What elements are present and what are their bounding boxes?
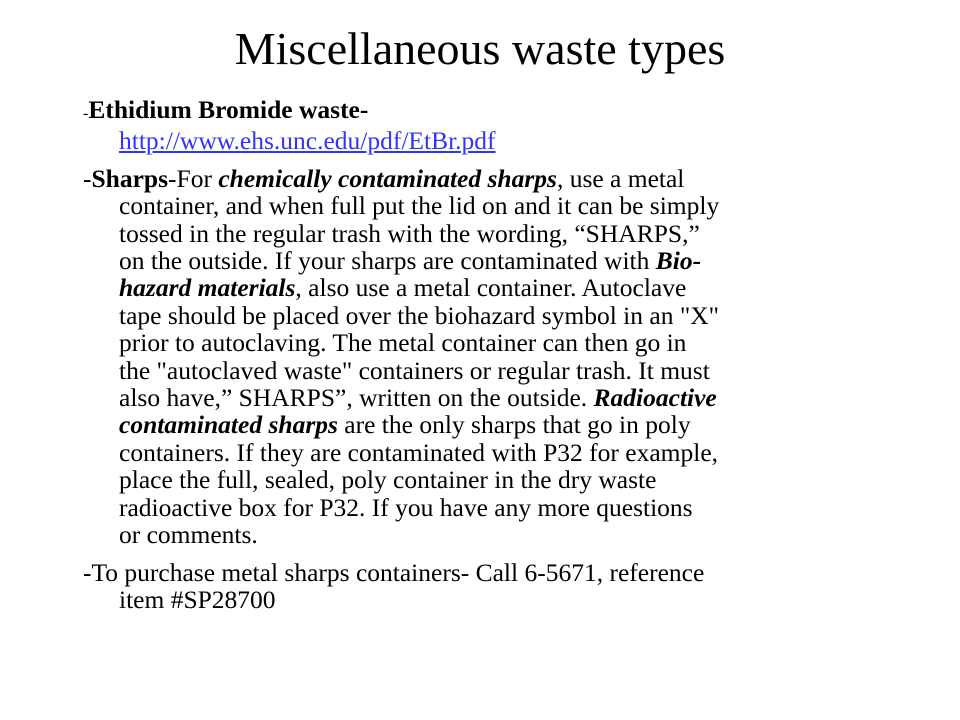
body-text: prior to autoclaving. The metal container can then go in — [119, 328, 687, 358]
bold-text: Sharps — [91, 163, 169, 193]
emphasis-text: Bio- — [655, 246, 702, 276]
body-text: -To purchase metal sharps containers- Call 6-5671, reference — [83, 557, 705, 587]
ethidium-bromide-link[interactable]: http://www.ehs.unc.edu/pdf/EtBr.pdf — [119, 126, 496, 156]
body-text: , use a metal — [556, 163, 685, 193]
emphasis-text: hazard materials — [119, 273, 296, 303]
item-sharps — [83, 165, 883, 549]
item-ethidium-bromide — [83, 96, 883, 155]
body-text: place the full, sealed, poly container in the dry waste — [119, 465, 657, 495]
body-text: tape should be placed over the biohazard symbol in an "X" — [119, 300, 720, 330]
body-text: tossed in the regular trash with the wording, “SHARPS,” — [119, 218, 700, 248]
body-text: are the only sharps that go in poly — [337, 410, 691, 440]
slide-title: Miscellaneous waste types — [234, 23, 726, 74]
body-text: container, and when full put the lid on and it can be simply — [119, 191, 720, 221]
body-text: , also use a metal container. Autoclave — [295, 273, 687, 303]
body-text: or comments. — [119, 520, 258, 550]
body-text: on the outside. If your sharps are contaminated with — [119, 246, 656, 276]
emphasis-text: Radioactive — [593, 383, 717, 413]
slide-body — [83, 96, 883, 613]
body-text: also have,” SHARPS”, written on the outside. — [119, 383, 594, 413]
body-text: -For — [168, 163, 219, 193]
emphasis-text: chemically contaminated sharps — [218, 163, 557, 193]
bullet-dash: - — [83, 105, 89, 122]
emphasis-text: contaminated sharps — [119, 410, 338, 440]
body-text: the "autoclaved waste" containers or regular trash. It must — [119, 355, 710, 385]
item-purchase-containers — [83, 559, 883, 614]
body-text: - — [83, 163, 92, 193]
body-text: containers. If they are contaminated with P32 for example, — [119, 437, 719, 467]
bold-text: Ethidium Bromide waste- — [88, 95, 369, 124]
body-text: item #SP28700 — [119, 584, 276, 614]
body-text: radioactive box for P32. If you have any more questions — [119, 492, 693, 522]
